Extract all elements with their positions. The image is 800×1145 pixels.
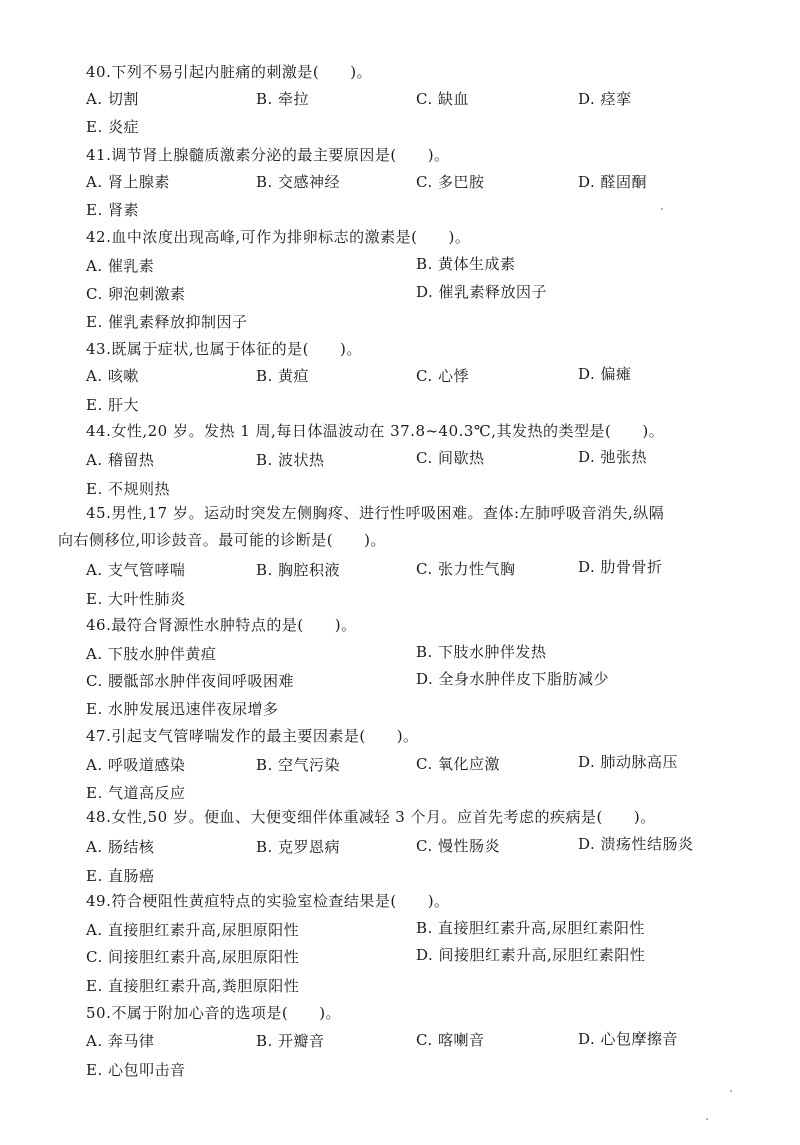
option-b: B. 黄体生成素 xyxy=(416,255,516,273)
option-d: D. 偏瘫 xyxy=(578,365,632,383)
option-e: E. 大叶性肺炎 xyxy=(86,590,186,608)
scan-speck xyxy=(730,1090,732,1092)
question-stem: 50.不属于附加心音的选项是( )。 xyxy=(86,1004,342,1022)
option-a: A. 肾上腺素 xyxy=(86,173,170,191)
option-d: D. 心包摩擦音 xyxy=(578,1030,679,1048)
option-e: E. 气道高反应 xyxy=(86,784,186,802)
option-b: B. 交感神经 xyxy=(256,173,341,191)
option-b: B. 开瓣音 xyxy=(256,1032,325,1050)
option-d: D. 肺动脉高压 xyxy=(578,753,679,771)
option-e: E. 不规则热 xyxy=(86,480,170,498)
question-stem: 43.既属于症状,也属于体征的是( )。 xyxy=(86,340,362,358)
option-e: E. 炎症 xyxy=(86,118,139,136)
option-c: C. 间接胆红素升高,尿胆原阳性 xyxy=(86,948,300,966)
option-b: B. 牵拉 xyxy=(256,90,310,108)
scan-speck xyxy=(661,208,663,210)
option-c: C. 心悸 xyxy=(416,367,469,385)
question-stem: 47.引起支气管哮喘发作的最主要因素是( )。 xyxy=(86,727,419,745)
option-c: C. 缺血 xyxy=(416,90,469,108)
option-a: A. 咳嗽 xyxy=(86,367,139,385)
question-stem-line-1: 45.男性,17 岁。运动时突发左侧胸疼、进行性呼吸困难。查体:左肺呼吸音消失,纵隔 xyxy=(86,504,665,522)
option-d: D. 弛张热 xyxy=(578,448,648,466)
option-d: D. 间接胆红素升高,尿胆红素阳性 xyxy=(416,946,646,964)
option-c: C. 多巴胺 xyxy=(416,173,485,191)
option-d: D. 肋骨骨折 xyxy=(578,558,663,576)
option-a: A. 直接胆红素升高,尿胆原阳性 xyxy=(86,921,300,939)
option-a: A. 切割 xyxy=(86,90,139,108)
option-e: E. 水肿发展迅速伴夜尿增多 xyxy=(86,700,279,718)
question-stem: 48.女性,50 岁。便血、大便变细伴体重减轻 3 个月。应首先考虑的疾病是( )。 xyxy=(86,808,656,826)
option-d: D. 催乳素释放因子 xyxy=(416,283,548,301)
option-e: E. 肾素 xyxy=(86,201,139,219)
option-c: C. 喀喇音 xyxy=(416,1031,485,1049)
option-a: A. 支气管哮喘 xyxy=(86,561,186,579)
option-a: A. 催乳素 xyxy=(86,257,155,275)
option-d: D. 溃疡性结肠炎 xyxy=(578,835,694,853)
option-b: B. 波状热 xyxy=(256,451,325,469)
option-d: D. 痉挛 xyxy=(578,90,632,108)
option-a: A. 呼吸道感染 xyxy=(86,756,186,774)
question-stem: 49.符合梗阻性黄疸特点的实验室检查结果是( )。 xyxy=(86,892,450,910)
option-c: C. 氧化应激 xyxy=(416,755,500,773)
option-a: A. 下肢水肿伴黄疸 xyxy=(86,645,217,663)
option-c: C. 张力性气胸 xyxy=(416,560,516,578)
option-d: D. 全身水肿伴皮下脂肪减少 xyxy=(416,670,610,688)
option-b: B. 黄疸 xyxy=(256,367,310,385)
option-e: E. 心包叩击音 xyxy=(86,1061,186,1079)
option-b: B. 空气污染 xyxy=(256,756,341,774)
option-a: A. 稽留热 xyxy=(86,451,155,469)
option-b: B. 直接胆红素升高,尿胆红素阳性 xyxy=(416,919,645,937)
option-e: E. 直接胆红素升高,粪胆原阳性 xyxy=(86,977,300,995)
question-stem: 41.调节肾上腺髓质激素分泌的最主要原因是( )。 xyxy=(86,146,450,164)
option-c: C. 卵泡刺激素 xyxy=(86,285,186,303)
question-stem: 40.下列不易引起内脏痛的刺激是( )。 xyxy=(86,63,373,81)
option-e: E. 催乳素释放抑制因子 xyxy=(86,313,248,331)
option-a: A. 奔马律 xyxy=(86,1032,155,1050)
option-b: B. 下肢水肿伴发热 xyxy=(416,643,547,661)
question-stem: 44.女性,20 岁。发热 1 周,每日体温波动在 37.8~40.3℃,其发热的类型是( )。 xyxy=(86,422,665,440)
option-c: C. 腰骶部水肿伴夜间呼吸困难 xyxy=(86,672,294,690)
question-stem-line-2: 向右侧移位,叩诊鼓音。最可能的诊断是( )。 xyxy=(58,531,386,549)
question-stem: 42.血中浓度出现高峰,可作为排卵标志的激素是( )。 xyxy=(86,228,471,246)
option-c: C. 间歇热 xyxy=(416,449,485,467)
option-d: D. 醛固酮 xyxy=(578,173,648,191)
option-c: C. 慢性肠炎 xyxy=(416,837,500,855)
option-a: A. 肠结核 xyxy=(86,838,155,856)
option-e: E. 肝大 xyxy=(86,396,139,414)
option-b: B. 胸腔积液 xyxy=(256,561,341,579)
scan-speck xyxy=(706,1118,708,1120)
question-stem: 46.最符合肾源性水肿特点的是( )。 xyxy=(86,616,357,634)
option-b: B. 克罗恩病 xyxy=(256,838,341,856)
option-e: E. 直肠癌 xyxy=(86,867,155,885)
